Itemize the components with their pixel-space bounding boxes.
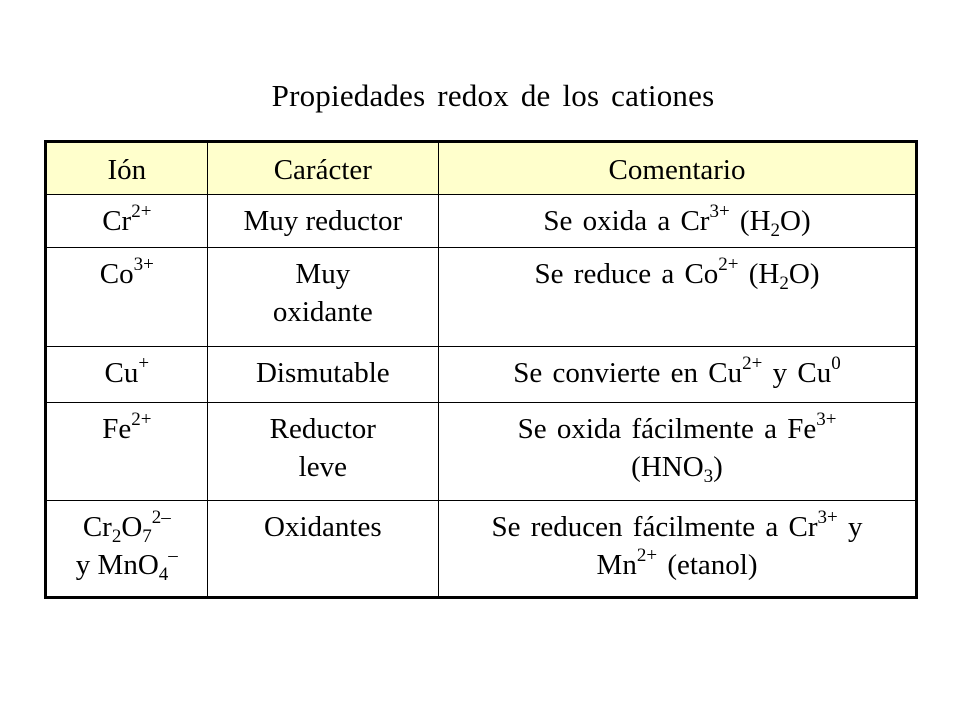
header-character: Carácter <box>207 142 438 195</box>
header-comment: Comentario <box>439 142 917 195</box>
ion-subscript: 7 <box>142 526 152 547</box>
comment-charge: 3+ <box>709 201 730 222</box>
redox-properties-table <box>44 140 918 599</box>
ion-cell <box>46 195 208 248</box>
ion-symbol: Cr <box>82 511 112 543</box>
comment-charge: 3+ <box>816 409 837 430</box>
comment-charge: 3+ <box>817 507 838 528</box>
comment-subscript: 3 <box>703 466 714 487</box>
comment-text: Mn <box>596 549 637 581</box>
ion-symbol: Co <box>99 258 134 290</box>
character-line: Reductor <box>269 413 376 445</box>
comment-charge: 2+ <box>636 545 658 566</box>
ion-symbol: Fe <box>102 413 132 445</box>
comment-text: (HNO <box>631 451 704 483</box>
comment-text: y <box>837 511 863 543</box>
table-row <box>46 195 917 248</box>
ion-symbol: y MnO <box>75 549 159 581</box>
character-cell: Oxidantes <box>207 501 438 598</box>
ion-charge: – <box>168 545 178 566</box>
ion-cell <box>46 501 208 598</box>
ion-symbol: Cr <box>102 205 132 237</box>
comment-cell <box>439 195 917 248</box>
ion-charge: 2+ <box>131 201 152 222</box>
ion-charge: 3+ <box>133 254 154 275</box>
comment-subscript: 2 <box>770 220 781 241</box>
character-cell: Muy reductor <box>207 195 438 248</box>
comment-text: Se oxida a Cr <box>543 205 710 237</box>
header-ion: Ión <box>46 142 208 195</box>
character-line: Muy <box>295 258 351 290</box>
comment-text: ) <box>713 451 723 483</box>
table-row <box>46 347 917 403</box>
table-row <box>46 501 917 598</box>
comment-cell <box>439 347 917 403</box>
table-header-row <box>46 142 917 195</box>
comment-cell <box>439 403 917 501</box>
comment-text: Se oxida fácilmente a Fe <box>517 413 817 445</box>
comment-cell <box>439 248 917 347</box>
character-cell: Dismutable <box>207 347 438 403</box>
character-cell <box>207 403 438 501</box>
table-row <box>46 403 917 501</box>
ion-charge: 2– <box>151 507 171 528</box>
comment-text: Se reducen fácilmente a Cr <box>491 511 818 543</box>
comment-subscript: 2 <box>779 273 789 294</box>
comment-charge: 2+ <box>718 254 739 275</box>
comment-text: O) <box>788 258 820 290</box>
comment-text: (etanol) <box>657 549 758 581</box>
ion-cell <box>46 403 208 501</box>
comment-text: Se convierte en Cu <box>513 357 743 389</box>
table-row <box>46 248 917 347</box>
ion-subscript: 2 <box>111 526 122 547</box>
comment-text: Se reduce a Co <box>534 258 719 290</box>
page-title: Propiedades redox de los cationes <box>271 78 715 113</box>
ion-symbol: O <box>121 511 143 543</box>
character-line: leve <box>298 451 347 483</box>
character-cell <box>207 248 438 347</box>
ion-cell <box>46 248 208 347</box>
ion-symbol: Cu <box>104 357 139 389</box>
ion-charge: 2+ <box>131 409 152 430</box>
comment-text: (H <box>738 258 780 290</box>
ion-cell <box>46 347 208 403</box>
comment-text: O) <box>780 205 811 237</box>
comment-charge: 2+ <box>742 353 763 374</box>
ion-subscript: 4 <box>158 564 169 585</box>
comment-text: y Cu <box>762 357 832 389</box>
character-line: oxidante <box>272 296 373 328</box>
comment-cell <box>439 501 917 598</box>
comment-text: (H <box>729 205 771 237</box>
comment-charge: 0 <box>831 353 841 374</box>
ion-charge: + <box>138 353 150 374</box>
